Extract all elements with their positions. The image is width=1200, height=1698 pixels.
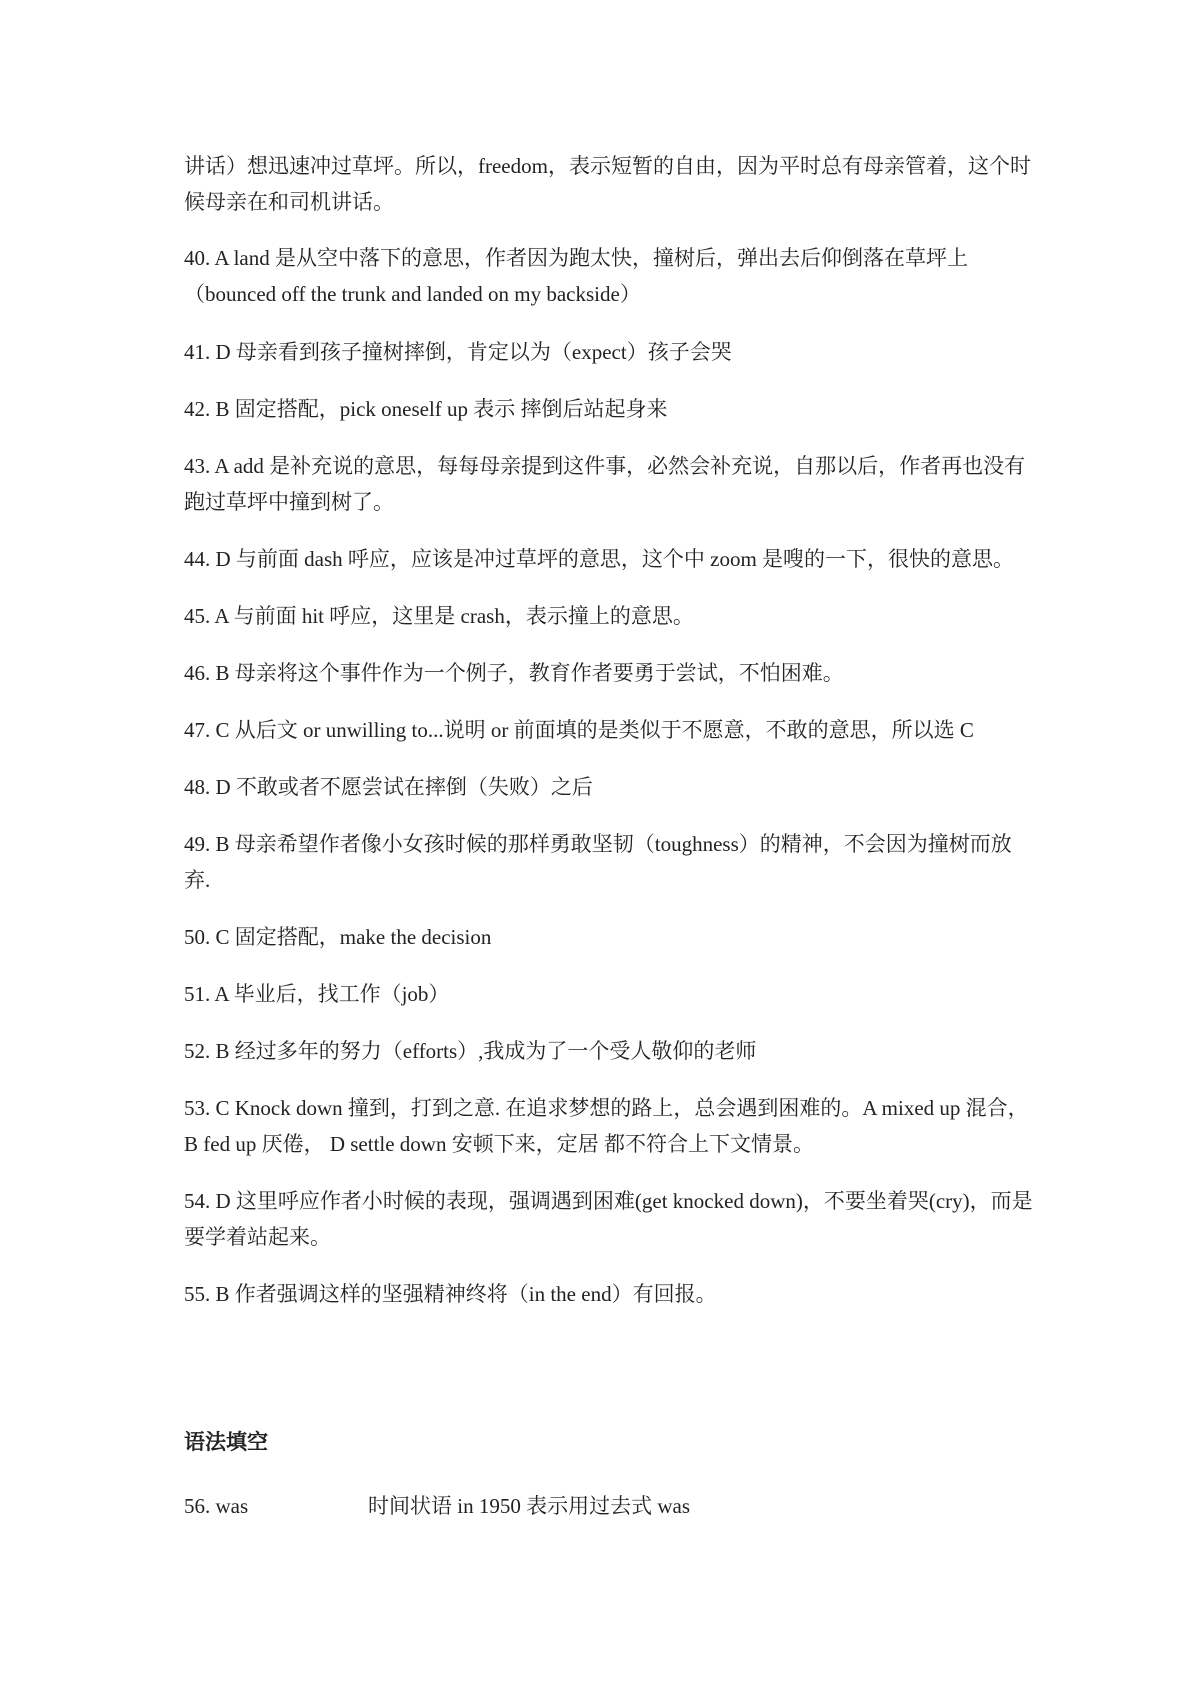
answer-56 [184,1488,1034,1524]
answer-54: 54. D 这里呼应作者小时候的表现，强调遇到困难(get knocked down)，不要坐着哭(cry)，而是要学着站起来。 [184,1189,1033,1249]
answer-42: 42. B 固定搭配，pick oneself up 表示 摔倒后站起身来 [184,397,668,421]
answer-40: 40. A land 是从空中落下的意思，作者因为跑太快，撞树后，弹出去后仰倒落在草坪上（bounced off the trunk and landed on my backside） [184,246,969,306]
answer-56-explanation: 时间状语 in 1950 表示用过去式 was [368,1494,690,1518]
answer-43: 43. A add 是补充说的意思，每每母亲提到这件事，必然会补充说，自那以后，作者再也没有跑过草坪中撞到树了。 [184,454,1026,514]
answer-52: 52. B 经过多年的努力（efforts）,我成为了一个受人敬仰的老师 [184,1039,757,1063]
paragraph-continuation: 讲话）想迅速冲过草坪。所以，freedom，表示短暂的自由，因为平时总有母亲管着，这个时候母亲在和司机讲话。 [184,154,1031,214]
answer-47: 47. C 从后文 or unwilling to...说明 or 前面填的是类似于不愿意，不敢的意思，所以选 C [184,718,974,742]
answer-55: 55. B 作者强调这样的坚强精神终将（in the end）有回报。 [184,1282,717,1306]
answer-48: 48. D 不敢或者不愿尝试在摔倒（失败）之后 [184,775,593,799]
answer-41: 41. D 母亲看到孩子撞树摔倒，肯定以为（expect）孩子会哭 [184,340,732,364]
section-heading: 语法填空 [184,1430,268,1454]
answer-56-number: 56. was [184,1494,249,1518]
answer-46: 46. B 母亲将这个事件作为一个例子，教育作者要勇于尝试，不怕困难。 [184,661,844,685]
answer-51: 51. A 毕业后，找工作（job） [184,982,450,1006]
answer-45: 45. A 与前面 hit 呼应，这里是 crash，表示撞上的意思。 [184,604,694,628]
answer-50: 50. C 固定搭配，make the decision [184,925,492,949]
answer-49: 49. B 母亲希望作者像小女孩时候的那样勇敢坚韧（toughness）的精神，不会因为撞树而放弃. [184,832,1012,892]
answer-53: 53. C Knock down 撞到，打到之意. 在追求梦想的路上，总会遇到困难的。A mixed up 混合，B fed up 厌倦， D settle down 安顿下来，定居 都不符合上下文情景。 [184,1096,1029,1156]
answer-44: 44. D 与前面 dash 呼应，应该是冲过草坪的意思，这个中 zoom 是嗖的一下，很快的意思。 [184,547,1015,571]
